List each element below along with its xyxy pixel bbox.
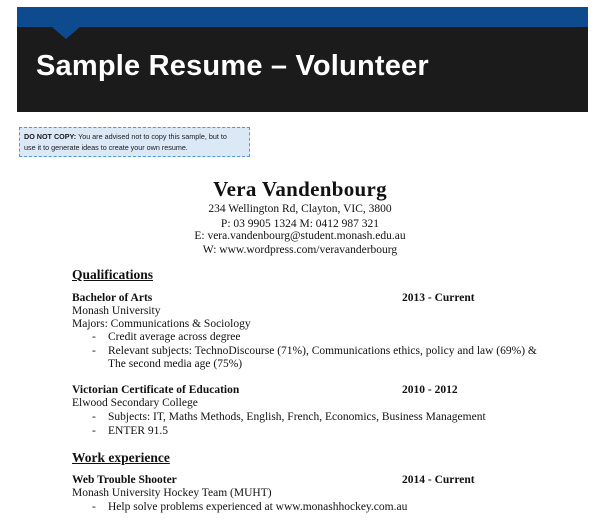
- job-organisation: Monash University Hockey Team (MUHT): [72, 487, 272, 499]
- person-name: Vera Vandenbourg: [213, 177, 387, 201]
- header-accent-bar: [17, 7, 588, 27]
- qualification-date: 2013 - Current: [402, 292, 475, 304]
- qualification-title: Victorian Certificate of Education: [72, 384, 240, 396]
- notice-line-1: You are advised not to copy this sample, but to: [78, 132, 227, 141]
- notice-line-2: use it to generate ideas to create your own resume.: [24, 143, 188, 152]
- qualification-title: Bachelor of Arts: [72, 292, 153, 304]
- phone: P: 03 9905 1324 M: 0412 987 321: [220, 218, 380, 230]
- qualification-institution: Elwood Secondary College: [72, 397, 198, 409]
- list-item: - Credit average across degree: [92, 331, 241, 343]
- list-item: - ENTER 91.5: [92, 425, 169, 437]
- qualification-institution: Monash University: [72, 305, 161, 317]
- job-title: Web Trouble Shooter: [72, 474, 177, 486]
- banner-notch: [52, 27, 80, 39]
- address: 234 Wellington Rd, Clayton, VIC, 3800: [208, 203, 392, 215]
- list-item-continued: The second media age (75%): [108, 358, 243, 370]
- work-heading: Work experience: [72, 450, 170, 465]
- website: W: www.wordpress.com/veravanderbourg: [202, 244, 398, 256]
- qualification-date: 2010 - 2012: [402, 384, 458, 396]
- job-date: 2014 - Current: [402, 474, 475, 486]
- qualifications-heading: Qualifications: [72, 267, 154, 282]
- list-item: - Subjects: IT, Maths Methods, English, French, Economics, Business Management: [92, 411, 486, 423]
- qualification-detail: Majors: Communications & Sociology: [72, 318, 251, 330]
- notice-label: DO NOT COPY:: [24, 132, 77, 141]
- copy-notice: [19, 127, 250, 157]
- list-item: - Relevant subjects: TechnoDiscourse (71%), Communications ethics, policy and law (69%) &: [92, 345, 537, 357]
- email: E: vera.vandenbourg@student.monash.edu.au: [194, 230, 406, 242]
- page-title: Sample Resume – Volunteer: [36, 50, 429, 82]
- list-item: - Help solve problems experienced at www.monashhockey.com.au: [92, 501, 408, 513]
